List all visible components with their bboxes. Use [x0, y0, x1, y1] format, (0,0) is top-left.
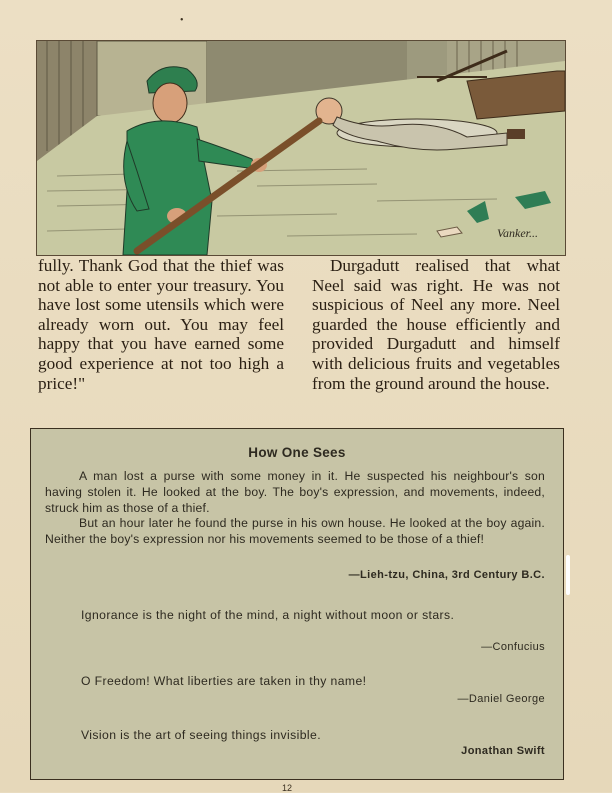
attribution-jonathan-swift: Jonathan Swift [461, 745, 545, 757]
attribution-confucius: —Confucius [481, 641, 545, 653]
quote-vision: Vision is the art of seeing things invisible. [81, 728, 321, 742]
story-paragraph-2: But an hour later he found the purse in his own house. He looked at the boy again. Neither the boy's expression nor his movements seemed to be those of a thief! [45, 516, 545, 547]
scan-artifact [566, 555, 570, 595]
story-text-left-column [38, 256, 284, 393]
how-one-sees-box [30, 428, 564, 780]
quote-freedom: O Freedom! What liberties are taken in thy name! [81, 674, 367, 688]
attribution-lieh-tzu: —Lieh-tzu, China, 3rd Century B.C. [348, 569, 545, 581]
quote-ignorance: Ignorance is the night of the mind, a night without moon or stars. [81, 608, 455, 622]
page-number: 12 [282, 783, 293, 793]
print-mark: • [180, 15, 184, 26]
lieh-tzu-story [45, 469, 545, 548]
illustration-drawing [37, 41, 565, 255]
story-paragraph-1: A man lost a purse with some money in it. He suspected his neighbour's son having stolen it. He looked at the boy. The boy's expression, and movements, indeed, struck him as those of a thief. [45, 469, 545, 515]
attribution-daniel-george: —Daniel George [457, 693, 545, 705]
story-paragraph-left: fully. Thank God that the thief was not able to enter your treasury. You have lost some utensils which were already worn out. You may feel happy that you have earned some good experience at not too high a price!" [38, 256, 284, 393]
story-paragraph-right: Durgadutt realised that what Neel said was right. He was not suspicious of Neel any more. Neel guarded the house efficiently and provided Durgadutt and himself with delicious fruits and vegetables from the ground around the house. [312, 256, 560, 393]
story-illustration [36, 40, 566, 256]
box-title: How One Sees [248, 445, 346, 460]
story-text-right-column [312, 256, 560, 393]
artist-signature: Vanker... [497, 226, 538, 240]
